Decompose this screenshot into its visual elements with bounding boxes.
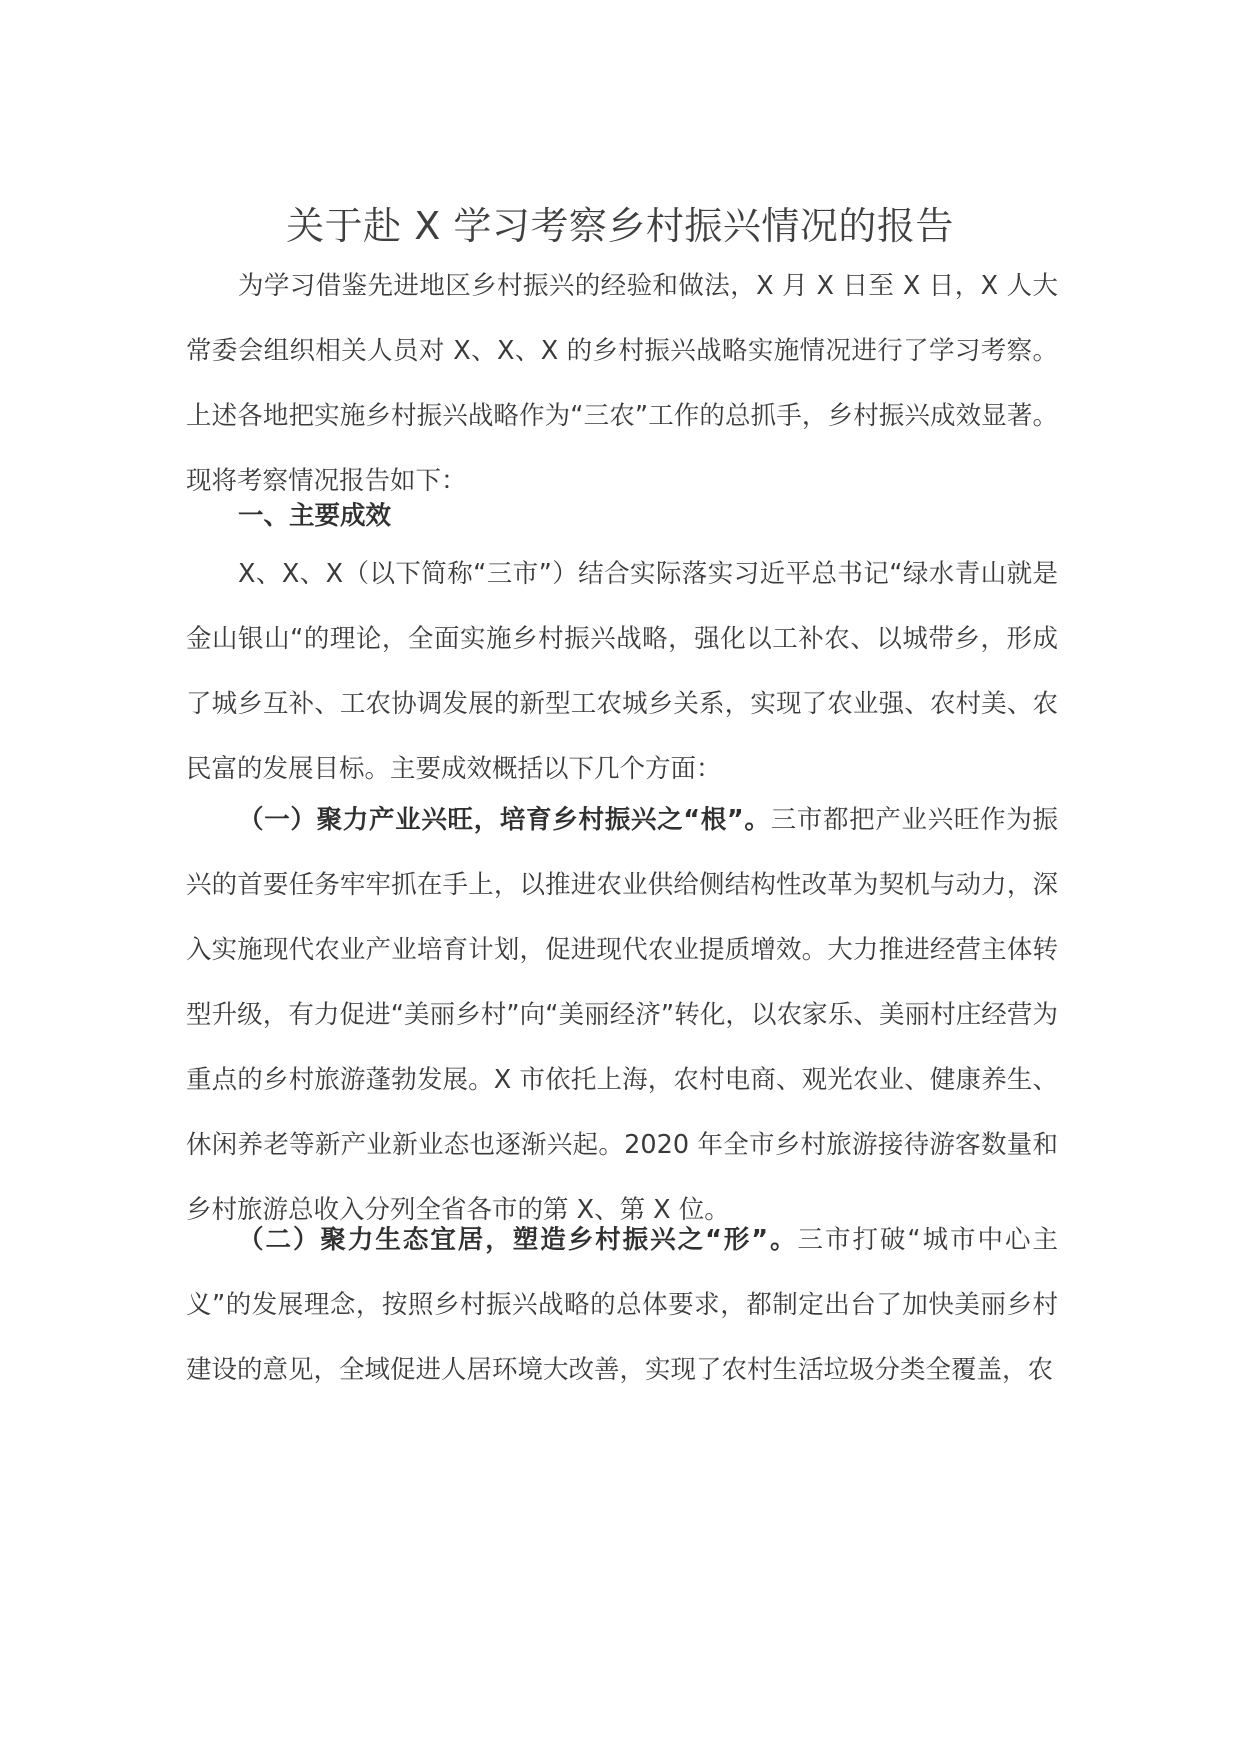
item-paragraph-ecology (186, 1208, 1058, 1403)
item-body-ecology: 三市打破“城市中心主义”的发展理念，按照乡村振兴战略的总体要求，都制定出台了加快美丽乡村建设的意见，全域促进人居环境大改善，实现了农村生活垃圾分类全覆盖，农 (186, 1225, 1058, 1385)
item-body-industry: 三市都把产业兴旺作为振兴的首要任务牢牢抓在手上，以推进农业供给侧结构性改革为契机与动力，深入实施现代农业产业培育计划，促进现代农业提质增效。大力推进经营主体转型升级，有力促进“美丽乡村”向“美丽经济”转化，以农家乐、美丽村庄经营为重点的乡村旅游蓬勃发展。X 市依托上海，农村电商、观光农业、健康养生、休闲养老等新产业新业态也逐渐兴起。2020 年全市乡村旅游接待游客数量和乡村旅游总收入分列全省各市的第 X、第 X 位。 (186, 805, 1058, 1225)
item-paragraph-industry (186, 788, 1058, 1243)
item-lead-industry: （一）聚力产业兴旺，培育乡村振兴之“根”。 (238, 805, 771, 835)
document-title: 关于赴 X 学习考察乡村振兴情况的报告 (286, 204, 954, 248)
section-heading-main-results: 一、主要成效 (238, 501, 392, 531)
item-lead-ecology: （二）聚力生态宜居，塑造乡村振兴之“形”。 (238, 1225, 798, 1255)
intro-paragraph: 为学习借鉴先进地区乡村振兴的经验和做法，X 月 X 日至 X 日，X 人大常委会组织相关人员对 X、X、X 的乡村振兴战略实施情况进行了学习考察。上述各地把实施乡村振兴战略作为“三农”工作的总抓手，乡村振兴成效显著。现将考察情况报告如下： (186, 271, 1058, 496)
section-paragraph-summary: X、X、X（以下简称“三市”）结合实际落实习近平总书记“绿水青山就是金山银山“的理论，全面实施乡村振兴战略，强化以工补农、以城带乡，形成了城乡互补、工农协调发展的新型工农城乡关系，实现了农业强、农村美、农民富的发展目标。主要成效概括以下几个方面： (186, 559, 1058, 784)
